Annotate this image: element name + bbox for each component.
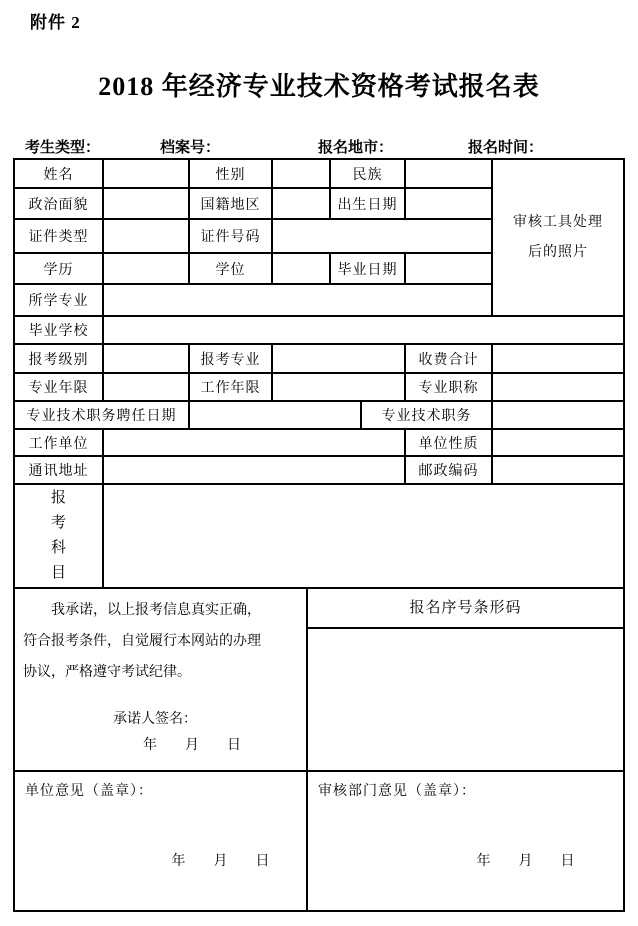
table-row xyxy=(14,588,624,771)
file-number-label: 档案号： xyxy=(160,140,221,156)
appointment-date-label: 专业技术职务聘任日期 xyxy=(14,401,189,429)
name-value-cell xyxy=(103,159,189,188)
id-number-value-cell xyxy=(272,219,492,253)
fee-total-label: 收费合计 xyxy=(405,344,492,373)
major-years-value-cell xyxy=(103,373,189,401)
ethnicity-label: 民族 xyxy=(330,159,405,188)
photo-note-line2: 后的照片 xyxy=(528,244,588,260)
table-row xyxy=(14,344,624,373)
political-label: 政治面貌 xyxy=(14,188,103,219)
region-value-cell xyxy=(272,188,330,219)
exam-subjects-label xyxy=(14,484,103,588)
major-studied-label: 所学专业 xyxy=(14,284,103,316)
page-title: 2018 年经济专业技术资格考试报名表 xyxy=(98,72,540,101)
meta-fields-row xyxy=(0,136,638,156)
degree-label: 学位 xyxy=(189,253,272,284)
barcode-cell xyxy=(307,588,624,771)
id-type-value-cell xyxy=(103,219,189,253)
fee-total-value-cell xyxy=(492,344,624,373)
education-label: 学历 xyxy=(14,253,103,284)
commitment-date-line: 年 月 日 xyxy=(143,738,241,753)
id-number-label: 证件号码 xyxy=(189,219,272,253)
degree-value-cell xyxy=(272,253,330,284)
ethnicity-value-cell xyxy=(405,159,492,188)
candidate-type-label: 考生类型： xyxy=(25,140,101,156)
prof-title-value-cell xyxy=(492,373,624,401)
unit-opinion-label: 单位意见（盖章）： xyxy=(25,784,153,799)
unit-opinion-date-line: 年 月 日 xyxy=(171,854,270,869)
exam-level-label: 报考级别 xyxy=(14,344,103,373)
audit-opinion-cell xyxy=(307,771,624,911)
registration-table xyxy=(13,158,625,912)
table-row xyxy=(14,401,624,429)
commitment-line2: 符合报考条件，自觉履行本网站的办理 xyxy=(23,634,261,649)
id-type-label: 证件类型 xyxy=(14,219,103,253)
table-row xyxy=(14,771,624,911)
gender-label: 性别 xyxy=(189,159,272,188)
graduation-date-label: 毕业日期 xyxy=(330,253,405,284)
birth-date-value-cell xyxy=(405,188,492,219)
commitment-line1: 我承诺，以上报考信息真实正确， xyxy=(51,603,261,618)
postal-code-value-cell xyxy=(492,456,624,484)
unit-type-label: 单位性质 xyxy=(405,429,492,456)
audit-opinion-date-line: 年 月 日 xyxy=(476,854,575,869)
barcode-title: 报名序号条形码 xyxy=(308,589,623,629)
professional-post-value-cell xyxy=(492,401,624,429)
mailing-address-value-cell xyxy=(103,456,405,484)
mailing-address-label: 通讯地址 xyxy=(14,456,103,484)
graduation-school-label: 毕业学校 xyxy=(14,316,103,344)
unit-type-value-cell xyxy=(492,429,624,456)
commitment-cell xyxy=(14,588,307,771)
table-row xyxy=(14,484,624,588)
table-row xyxy=(14,373,624,401)
photo-box xyxy=(492,159,624,316)
audit-opinion-label: 审核部门意见（盖章）： xyxy=(318,784,476,799)
exam-level-value-cell xyxy=(103,344,189,373)
signer-label: 承诺人签名： xyxy=(113,712,197,727)
exam-subjects-value-cell xyxy=(103,484,624,588)
time-label: 报名时间： xyxy=(468,140,544,156)
city-label: 报名地市： xyxy=(318,140,394,156)
political-value-cell xyxy=(103,188,189,219)
graduation-school-value-cell xyxy=(103,316,624,344)
region-label: 国籍地区 xyxy=(189,188,272,219)
table-row xyxy=(14,159,624,188)
birth-date-label: 出生日期 xyxy=(330,188,405,219)
appointment-date-value-cell xyxy=(189,401,361,429)
exam-subjects-vertical-text: 报考科目 xyxy=(50,490,66,581)
gender-value-cell xyxy=(272,159,330,188)
name-label: 姓名 xyxy=(14,159,103,188)
table-row xyxy=(14,316,624,344)
work-unit-label: 工作单位 xyxy=(14,429,103,456)
postal-code-label: 邮政编码 xyxy=(405,456,492,484)
major-years-label: 专业年限 xyxy=(14,373,103,401)
table-row xyxy=(14,429,624,456)
commitment-line3: 协议，严格遵守考试纪律。 xyxy=(23,665,191,680)
table-row xyxy=(14,456,624,484)
major-studied-value-cell xyxy=(103,284,492,316)
education-value-cell xyxy=(103,253,189,284)
photo-note-line1: 审核工具处理 xyxy=(513,214,603,230)
attachment-label: 附件 2 xyxy=(30,13,81,32)
work-unit-value-cell xyxy=(103,429,405,456)
unit-opinion-cell xyxy=(14,771,307,911)
work-years-label: 工作年限 xyxy=(189,373,272,401)
exam-major-label: 报考专业 xyxy=(189,344,272,373)
professional-post-label: 专业技术职务 xyxy=(361,401,492,429)
exam-major-value-cell xyxy=(272,344,405,373)
graduation-date-value-cell xyxy=(405,253,492,284)
work-years-value-cell xyxy=(272,373,405,401)
prof-title-label: 专业职称 xyxy=(405,373,492,401)
